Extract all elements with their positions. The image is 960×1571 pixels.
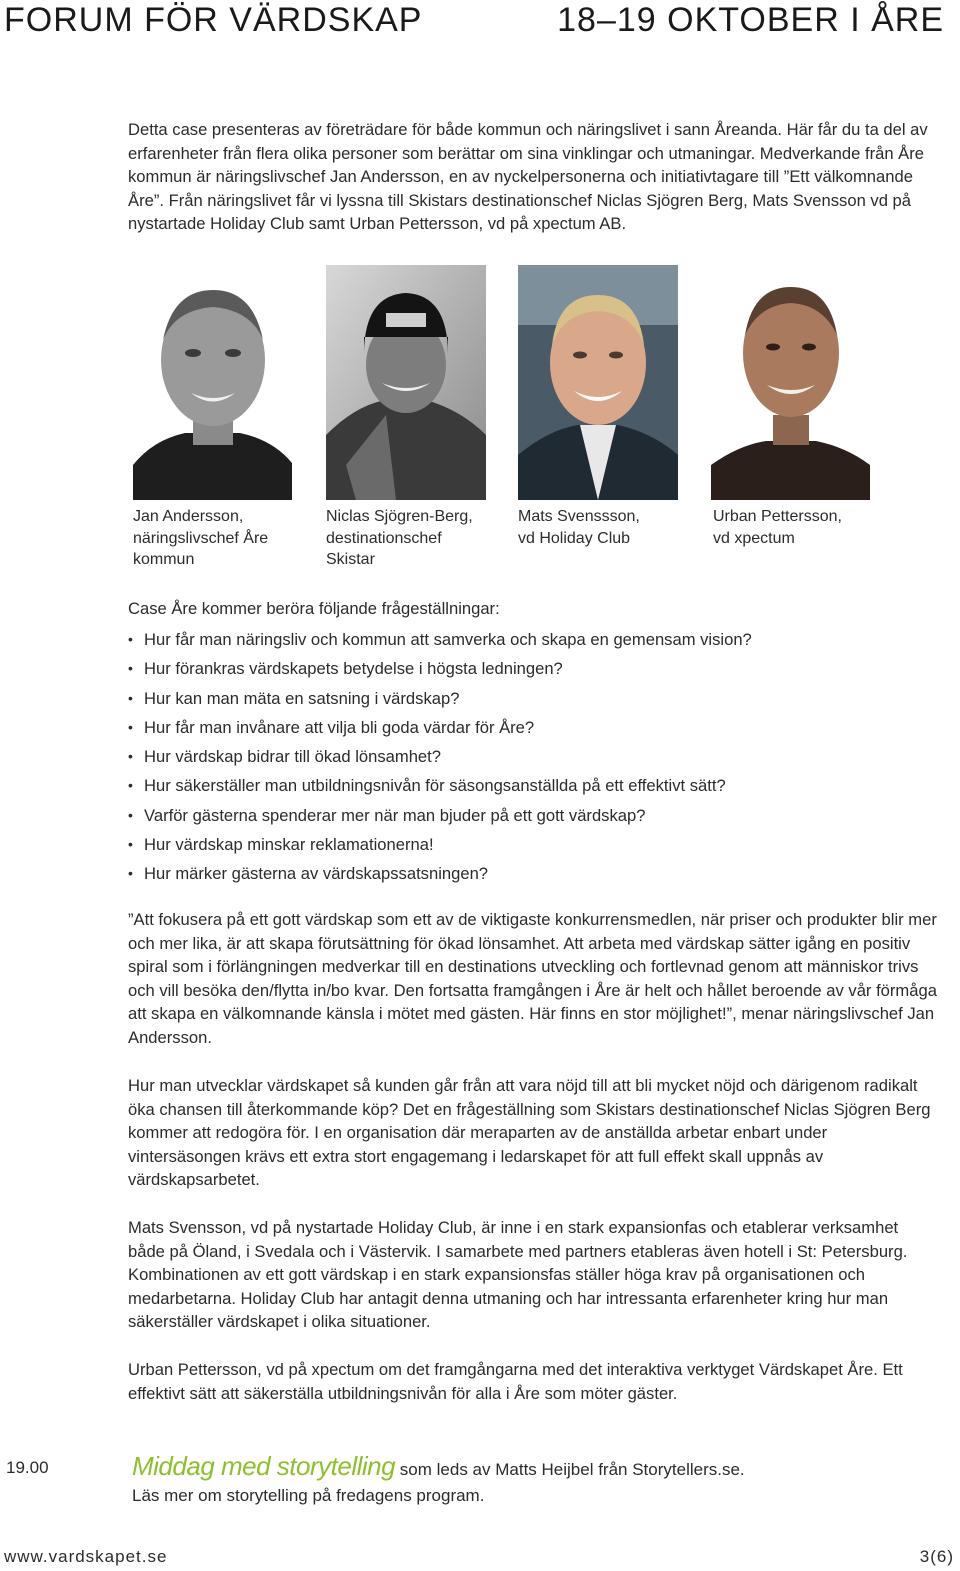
list-item: • Hur säkerställer man utbildningsnivån för säsongsanställda på ett effektivt sätt? xyxy=(128,771,948,800)
list-item: • Hur värdskap bidrar till ökad lönsamhet? xyxy=(128,742,948,771)
photo-jan-andersson xyxy=(133,265,292,500)
caption-urban-pettersson xyxy=(713,506,842,549)
caption-org: Skistar xyxy=(326,551,375,568)
footer-url[interactable]: www.vardskapet.se xyxy=(4,1547,168,1566)
caption-org: kommun xyxy=(133,551,195,568)
caption-role: näringslivschef Åre xyxy=(133,529,269,547)
caption-role: vd xpectum xyxy=(713,529,795,547)
event-more-info: Läs mer om storytelling på fredagens program. xyxy=(132,1486,485,1505)
caption-name: Mats Svenssson, xyxy=(518,508,640,525)
list-item: • Hur får man näringsliv och kommun att samverka och skapa en gemensam vision? xyxy=(128,625,948,654)
body-paragraph: Mats Svensson, vd på nystartade Holiday Club, är inne i en stark expansionfas och etablerar verksamhet både på Öland, i Svedala och i Västervik. I samarbete med partners etableras även hotell i St: Petersburg. Kombinationen av ett gott värdskap i en stark expansionsfas ställer höga krav på organisationen och medarbetarna. Holiday Club har antagit denna utmaning och har intressanta erfarenheter kring hur man säkerställer värdskapet i olika situationer. xyxy=(128,1218,908,1332)
caption-name: Urban Pettersson, xyxy=(713,508,842,525)
photo-urban-pettersson xyxy=(711,265,870,500)
caption-name: Jan Andersson, xyxy=(133,508,244,525)
body-paragraph: Hur man utvecklar värdskapet så kunden går från att vara nöjd till att bli mycket nöjd och därigenom radikalt öka chansen till återkommande köp? Det en frågeställning som Skistars destinationschef Niclas Sjögren Berg kommer att redogöra för. I en organisation där meraparten av de anställda arbetar enbart under vintersäsongen krävs ett extra stort engagemang i ledarskapet för att full effekt skall uppnås av värdskapsarbetet. xyxy=(128,1076,931,1190)
event-time: 19.00 xyxy=(6,1458,49,1477)
photo-niclas-sjogren-berg xyxy=(326,265,486,500)
list-item: • Hur märker gästerna av värdskapssatsningen? xyxy=(128,859,948,888)
list-item: • Hur kan man mäta en satsning i värdskap? xyxy=(128,684,948,713)
intro-paragraph: Detta case presenteras av företrädare för både kommun och näringslivet i sann Åreanda. Här får du ta del av erfarenheter från flera olika personer som berättar om sina vinklingar och utmaningar. Medverkande från Åre kommun är näringslivschef Jan Andersson, en av nyckelpersonerna och initiativtagare till ”Ett välkomnande Åre”. Från näringslivet får vi lyssna till Skistars destinationschef Niclas Sjögren Berg, Mats Svensson vd på nystartade Holiday Club samt Urban Pettersson, vd på xpectum AB. xyxy=(128,120,928,234)
questions-list xyxy=(128,625,948,889)
caption-name: Niclas Sjögren-Berg, xyxy=(326,508,473,525)
event-title: Middag med storytelling xyxy=(132,1451,396,1481)
caption-role: vd Holiday Club xyxy=(518,529,631,547)
list-item: • Varför gästerna spenderar mer när man bjuder på ett gott värdskap? xyxy=(128,801,948,830)
photo-mats-svensson xyxy=(518,265,678,500)
event-headline xyxy=(132,1450,745,1486)
caption-niclas-sjogren-berg xyxy=(326,506,473,571)
quote-paragraph: ”Att fokusera på ett gott värdskap som ett av de viktigaste konkurrensmedlen, när priser och produkter blir mer och mer lika, är att skapa förutsättning för ökad lönsamhet. Att arbeta med värdskap sätter igång en positiv spiral som i förlängningen medverkar till en destinations utveckling och fortlevnad genom att människor trivs och vill besöka den/flytta in/bo kvar. Den fortsatta framgången i Åre är helt och hållet beroende av vår förmåga att skapa en välkomnande känsla i mötet med gästen. Här finns en stor möjlighet!”, menar näringslivschef Jan Andersson. xyxy=(128,910,937,1047)
caption-role: destinationschef xyxy=(326,529,442,547)
body-paragraph: Urban Pettersson, vd på xpectum om det framgångarna med det interaktiva verktyget Värdskapet Åre. Ett effektivt sätt att säkerställa utbildningsnivån för alla i Åre som möter gäster. xyxy=(128,1360,903,1403)
header-title: FORUM FÖR VÄRDSKAP xyxy=(4,1,423,39)
event-description: som leds av Matts Heijbel från Storytellers.se. xyxy=(395,1460,745,1479)
caption-mats-svensson xyxy=(518,506,640,549)
page-number: 3(6) xyxy=(919,1547,954,1566)
header-date: 18–19 OKTOBER I ÅRE xyxy=(557,1,944,39)
questions-intro: Case Åre kommer beröra följande frågeställningar: xyxy=(128,599,500,618)
caption-jan-andersson xyxy=(133,506,268,571)
list-item: • Hur förankras värdskapets betydelse i högsta ledningen? xyxy=(128,654,948,683)
list-item: • Hur får man invånare att vilja bli goda värdar för Åre? xyxy=(128,713,948,742)
list-item: • Hur värdskap minskar reklamationerna! xyxy=(128,830,948,859)
